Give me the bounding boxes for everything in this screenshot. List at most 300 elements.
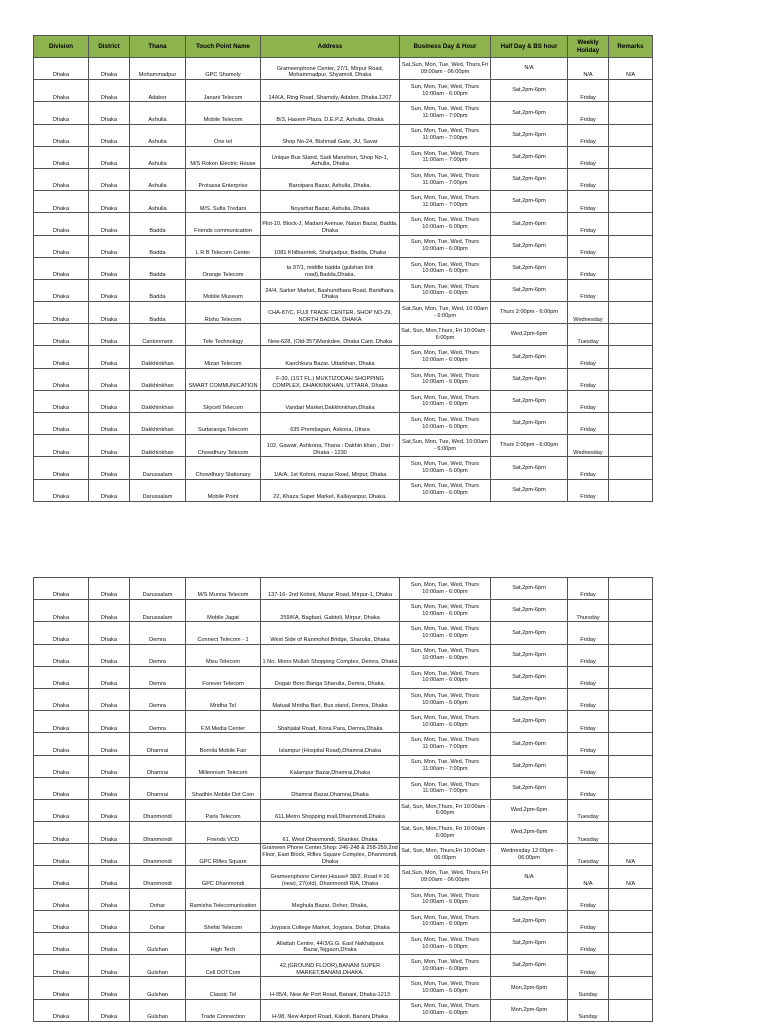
- cell-address: Dogair Boro Banga Sharulia, Demra, Dhaka.: [261, 666, 400, 688]
- cell-thana: Badda: [130, 235, 186, 257]
- cell-division: Dhaka: [34, 999, 89, 1021]
- cell-half-day-bs-hour: Wed,2pm-6pm: [491, 822, 568, 844]
- cell-remarks: [609, 213, 653, 235]
- cell-division: Dhaka: [34, 191, 89, 213]
- cell-thana: Dhanmondi: [130, 799, 186, 821]
- cell-division: Dhaka: [34, 777, 89, 799]
- cell-half-day-bs-hour: Sat,2pm-6pm: [491, 368, 568, 390]
- cell-half-day-bs-hour: Sat,2pm-6pm: [491, 279, 568, 301]
- cell-remarks: [609, 955, 653, 977]
- cell-business-day-hour: Sun, Mon, Tue, Wed, Thurs 10:00am - 6:00pm: [400, 457, 491, 479]
- cell-touch-point-name: Mizan Telecom: [186, 346, 261, 368]
- cell-touch-point-name: Misu Telecom: [186, 644, 261, 666]
- cell-district: Dhaka: [89, 146, 130, 168]
- cell-address: 137-16- 2nd Koloni, Mazar Road, Mirpur-1, Dhaka: [261, 578, 400, 600]
- cell-half-day-bs-hour: Wed,2pm-6pm: [491, 799, 568, 821]
- cell-district: Dhaka: [89, 390, 130, 412]
- cell-address: Kanchkura Bazar, Uttarkhan, Dhaka: [261, 346, 400, 368]
- cell-touch-point-name: Mobile Museum: [186, 279, 261, 301]
- cell-touch-point-name: Chowdhury Stationary: [186, 457, 261, 479]
- cell-address: Grameen Phone Center,Shop: 246-248 & 258-259,2nd Floor, East Block, Rifles Square Complex, Dhanmondi, Dhaka: [262, 845, 398, 865]
- cell-half-day-bs-hour: Sat,2pm-6pm: [491, 146, 568, 168]
- cell-touch-point-name: Mobile Point: [186, 479, 261, 501]
- cell-thana: Mohammadpur: [130, 58, 186, 80]
- touch-point-table-2: [33, 577, 653, 1022]
- cell-touch-point-name: Cell DOTCom: [186, 955, 261, 977]
- table-row: [34, 368, 653, 390]
- touch-point-table-1: [33, 35, 653, 502]
- cell-thana: Darussalam: [130, 457, 186, 479]
- cell-thana: Ashulia: [130, 102, 186, 124]
- cell-remarks: [609, 80, 653, 102]
- cell-remarks: [609, 191, 653, 213]
- cell-weekly-holiday: Friday: [568, 168, 609, 190]
- table-row: [34, 733, 653, 755]
- table-row: [34, 235, 653, 257]
- cell-thana: Adabor: [130, 80, 186, 102]
- cell-half-day-bs-hour: Sat,2pm-6pm: [491, 600, 568, 622]
- cell-half-day-bs-hour: Sat,2pm-6pm: [491, 910, 568, 932]
- cell-weekly-holiday: Friday: [568, 479, 609, 501]
- cell-remarks: [609, 799, 653, 821]
- cell-business-day-hour: Sat, Sun, Mon, Thurs,Fri 10:00am - 06:00pm: [400, 844, 491, 866]
- cell-division: Dhaka: [34, 346, 89, 368]
- cell-division: Dhaka: [34, 479, 89, 501]
- cell-division: Dhaka: [34, 888, 89, 910]
- table-row: [34, 999, 653, 1021]
- cell-weekly-holiday: Friday: [568, 146, 609, 168]
- table-row: [34, 688, 653, 710]
- table-row: [34, 755, 653, 777]
- cell-touch-point-name: M/S Munna Telecom: [186, 578, 261, 600]
- cell-thana: Ashulia: [130, 146, 186, 168]
- table-row: [34, 888, 653, 910]
- cell-half-day-bs-hour: Sat,2pm-6pm: [491, 102, 568, 124]
- cell-touch-point-name: L R B Telecom Center: [186, 235, 261, 257]
- table-row: [34, 279, 653, 301]
- cell-division: Dhaka: [34, 622, 89, 644]
- cell-half-day-bs-hour: Mon,2pm-6pm: [491, 999, 568, 1021]
- cell-half-day-bs-hour: Sat,2pm-6pm: [491, 124, 568, 146]
- cell-business-day-hour: Sat,Sun, Mon, Tue, Wed, Thurs,Fri 09:00am - 06:00pm: [400, 58, 491, 80]
- cell-half-day-bs-hour: Sat,2pm-6pm: [491, 235, 568, 257]
- cell-touch-point-name: Janani Telecom: [186, 80, 261, 102]
- table-row: [34, 58, 653, 80]
- cell-touch-point-name: Friends communication: [186, 213, 261, 235]
- cell-weekly-holiday: Friday: [568, 124, 609, 146]
- cell-district: Dhaka: [89, 346, 130, 368]
- cell-business-day-hour: Sun, Mon, Tue, Wed, Thurs 10:00am - 6:00pm: [400, 711, 491, 733]
- cell-half-day-bs-hour: Wednesday 12:00pm - 06:00pm: [491, 844, 568, 866]
- table-row: [34, 102, 653, 124]
- cell-business-day-hour: Sun, Mon, Tue, Wed, Thurs 10:00am - 6:00pm: [400, 600, 491, 622]
- table-row: [34, 644, 653, 666]
- cell-thana: Dakkhinkhan: [130, 435, 186, 457]
- cell-weekly-holiday: Tuesday: [568, 799, 609, 821]
- cell-weekly-holiday: Friday: [568, 191, 609, 213]
- cell-division: Dhaka: [34, 666, 89, 688]
- cell-touch-point-name: Ramisha Telecomunication: [186, 888, 261, 910]
- cell-remarks: [609, 933, 653, 955]
- cell-district: Dhaka: [89, 191, 130, 213]
- cell-remarks: N/A: [609, 58, 653, 80]
- cell-touch-point-name: Mobile Telecom: [186, 102, 261, 124]
- table-row: [34, 578, 653, 600]
- cell-business-day-hour: Sun, Mon, Tue, Wed, Thurs 11:00am - 7:00pm: [400, 733, 491, 755]
- cell-thana: Demra: [130, 622, 186, 644]
- cell-touch-point-name: Bornila Mobile Fair: [186, 733, 261, 755]
- cell-remarks: [609, 822, 653, 844]
- cell-division: Dhaka: [34, 755, 89, 777]
- cell-business-day-hour: Sun, Mon, Tue, Wed, Thurs 10:00am - 6:00pm: [400, 368, 491, 390]
- cell-business-day-hour: Sun, Mon, Tue, Wed, Thurs 10:00am - 6:00pm: [400, 622, 491, 644]
- cell-division: Dhaka: [34, 977, 89, 999]
- cell-business-day-hour: Sun, Mon, Tue, Wed, Thurs 11:00am - 7:00pm: [400, 168, 491, 190]
- cell-weekly-holiday: Friday: [568, 644, 609, 666]
- cell-business-day-hour: Sun, Mon, Tue, Wed, Thurs 11:00am - 7:00pm: [400, 755, 491, 777]
- cell-address: West Side of Ranmohol Bridge, Sharulia, Dhaka: [261, 622, 400, 644]
- col-address: Address: [261, 36, 400, 58]
- cell-address: Grameenphone Center,House# 38/2, Road # 16 (new), 27(old), Dhanmondi R/A, Dhaka: [261, 866, 400, 888]
- cell-division: Dhaka: [34, 644, 89, 666]
- cell-half-day-bs-hour: Mon,2pm-6pm: [491, 977, 568, 999]
- cell-remarks: [609, 146, 653, 168]
- cell-touch-point-name: SMART COMMUNICATION: [186, 368, 261, 390]
- cell-weekly-holiday: Friday: [568, 279, 609, 301]
- cell-half-day-bs-hour: Sat,2pm-6pm: [491, 755, 568, 777]
- cell-division: Dhaka: [34, 390, 89, 412]
- cell-address: Vandari Market,Dakkhinkhan,Dhaka: [261, 390, 400, 412]
- cell-half-day-bs-hour: Sat,2pm-6pm: [491, 390, 568, 412]
- cell-touch-point-name: Protassa Enterprise: [186, 168, 261, 190]
- table-row: [34, 844, 653, 866]
- cell-half-day-bs-hour: Sat,2pm-6pm: [491, 578, 568, 600]
- cell-thana: Ashulia: [130, 168, 186, 190]
- table-row: [34, 955, 653, 977]
- cell-weekly-holiday: Friday: [568, 666, 609, 688]
- cell-business-day-hour: Sat,Sun, Mon, Tue, Wed, 10:00am - 6:00pm: [400, 302, 491, 324]
- cell-business-day-hour: Sun, Mon, Tue, Wed, Thurs 10:00am - 6:00pm: [400, 235, 491, 257]
- cell-district: Dhaka: [89, 933, 130, 955]
- cell-remarks: [609, 910, 653, 932]
- cell-touch-point-name: Paris Telecom: [186, 799, 261, 821]
- cell-touch-point-name: One tel: [186, 124, 261, 146]
- cell-district: Dhaka: [89, 666, 130, 688]
- cell-address: CHA-87/C, FUJI TRADE CENTER, SHOP NO-29, NORTH BADDA, DHAKA: [261, 302, 400, 324]
- cell-touch-point-name: GPC Rifles Square: [186, 844, 261, 866]
- cell-address: Noyarhat Bazar, Ashulia, Dhaka: [261, 191, 400, 213]
- cell-thana: Gulshan: [130, 999, 186, 1021]
- cell-weekly-holiday: Tuesday: [568, 844, 609, 866]
- cell-division: Dhaka: [34, 324, 89, 346]
- cell-weekly-holiday: Tuesday: [568, 324, 609, 346]
- cell-remarks: [609, 479, 653, 501]
- cell-touch-point-name: Mobile Jagat: [186, 600, 261, 622]
- cell-touch-point-name: Millennium Telecom: [186, 755, 261, 777]
- cell-remarks: [609, 368, 653, 390]
- cell-business-day-hour: Sat, Sun, Mon,Thurs, Fri 10:00am - 6:00pm: [400, 822, 491, 844]
- cell-remarks: [609, 390, 653, 412]
- cell-thana: Dakkhinkhan: [130, 346, 186, 368]
- cell-weekly-holiday: Friday: [568, 733, 609, 755]
- cell-weekly-holiday: N/A: [568, 866, 609, 888]
- cell-business-day-hour: Sun, Mon, Tue, Wed, Thurs 10:00am - 6:00pm: [400, 666, 491, 688]
- col-weekly-holiday: Weekly Holiday: [568, 36, 609, 58]
- cell-business-day-hour: Sun, Mon, Tue, Wed, Thurs 10:00am - 6:00pm: [400, 688, 491, 710]
- cell-thana: Dhamrai: [130, 755, 186, 777]
- cell-remarks: [609, 666, 653, 688]
- cell-district: Dhaka: [89, 822, 130, 844]
- cell-weekly-holiday: Wednesday: [568, 435, 609, 457]
- cell-division: Dhaka: [34, 910, 89, 932]
- cell-remarks: [609, 711, 653, 733]
- cell-half-day-bs-hour: Sat,2pm-6pm: [491, 191, 568, 213]
- col-district: District: [89, 36, 130, 58]
- cell-district: Dhaka: [89, 622, 130, 644]
- cell-remarks: [609, 235, 653, 257]
- cell-thana: Dakkhinkhan: [130, 413, 186, 435]
- cell-weekly-holiday: Friday: [568, 888, 609, 910]
- cell-district: Dhaka: [89, 711, 130, 733]
- cell-business-day-hour: Sun, Mon, Tue, Wed, Thurs 11:00am - 7:00pm: [400, 102, 491, 124]
- table-row: [34, 822, 653, 844]
- cell-division: Dhaka: [34, 235, 89, 257]
- cell-weekly-holiday: Sunday: [568, 977, 609, 999]
- cell-district: Dhaka: [89, 910, 130, 932]
- cell-division: Dhaka: [34, 844, 89, 866]
- cell-weekly-holiday: Friday: [568, 257, 609, 279]
- cell-remarks: [609, 168, 653, 190]
- cell-division: Dhaka: [34, 413, 89, 435]
- cell-address: Shop No-24, Bishmail Gate, JU, Savar: [261, 124, 400, 146]
- cell-weekly-holiday: Friday: [568, 688, 609, 710]
- cell-address: Islampur (Hospital Road),Dhamrai,Dhaka: [261, 733, 400, 755]
- table-row: [34, 622, 653, 644]
- cell-district: Dhaka: [89, 324, 130, 346]
- cell-weekly-holiday: Friday: [568, 346, 609, 368]
- cell-district: Dhaka: [89, 457, 130, 479]
- cell-business-day-hour: Sun, Mon, Tue, Wed, Thurs 10:00am - 6:00pm: [400, 888, 491, 910]
- cell-division: Dhaka: [34, 58, 89, 80]
- cell-business-day-hour: Sun, Mon, Tue, Wed, Thurs 10:00am - 6:00pm: [400, 977, 491, 999]
- cell-address: Unique Bus Stand, Sadi Manshion, Shop No-1, Ashulia, Dhaka: [261, 146, 400, 168]
- cell-division: Dhaka: [34, 102, 89, 124]
- col-remarks: Remarks: [609, 36, 653, 58]
- cell-weekly-holiday: Friday: [568, 235, 609, 257]
- cell-district: Dhaka: [89, 168, 130, 190]
- cell-division: Dhaka: [34, 368, 89, 390]
- table-row: [34, 324, 653, 346]
- cell-touch-point-name: M/S. Sufia Tredars: [186, 191, 261, 213]
- col-half-day-bs-hour: Half Day & BS hour: [491, 36, 568, 58]
- cell-thana: Gulshan: [130, 933, 186, 955]
- cell-address: 61, West Dhanmondi, Shanker, Dhaka: [261, 822, 400, 844]
- table-row: [34, 866, 653, 888]
- table-row: [34, 146, 653, 168]
- cell-address: Shahjalal Road, Kona Para, Demra,Dhaka: [261, 711, 400, 733]
- table-row: [34, 390, 653, 412]
- cell-remarks: [609, 124, 653, 146]
- cell-district: Dhaka: [89, 999, 130, 1021]
- cell-business-day-hour: Sun, Mon, Tue, Wed, Thurs 10:00am - 6:00pm: [400, 479, 491, 501]
- cell-thana: Badda: [130, 279, 186, 301]
- cell-district: Dhaka: [89, 58, 130, 80]
- cell-division: Dhaka: [34, 457, 89, 479]
- cell-thana: Ashulia: [130, 124, 186, 146]
- cell-weekly-holiday: Friday: [568, 413, 609, 435]
- cell-remarks: [609, 777, 653, 799]
- table-row: [34, 457, 653, 479]
- cell-thana: Darussalam: [130, 600, 186, 622]
- cell-weekly-holiday: Friday: [568, 933, 609, 955]
- cell-weekly-holiday: Friday: [568, 213, 609, 235]
- cell-half-day-bs-hour: N/A: [491, 58, 568, 80]
- cell-thana: Dhamrai: [130, 733, 186, 755]
- cell-district: Dhaka: [89, 733, 130, 755]
- cell-weekly-holiday: Friday: [568, 80, 609, 102]
- table-row: [34, 435, 653, 457]
- cell-half-day-bs-hour: Sat,2pm-6pm: [491, 933, 568, 955]
- cell-touch-point-name: Classic Tel: [186, 977, 261, 999]
- cell-half-day-bs-hour: Sat,2pm-6pm: [491, 688, 568, 710]
- cell-division: Dhaka: [34, 955, 89, 977]
- cell-remarks: [609, 688, 653, 710]
- cell-business-day-hour: Sat,Sun, Mon, Tue, Wed, Thurs,Fri 09:00am - 06:00pm: [400, 866, 491, 888]
- cell-remarks: [609, 324, 653, 346]
- cell-half-day-bs-hour: Sat,2pm-6pm: [491, 777, 568, 799]
- cell-touch-point-name: Rishu Telecom: [186, 302, 261, 324]
- cell-district: Dhaka: [89, 124, 130, 146]
- table-row: [34, 799, 653, 821]
- cell-remarks: [609, 578, 653, 600]
- cell-address: H-98, New Airport Road, Kakoli, Banani,Dhaka: [261, 999, 400, 1021]
- col-thana: Thana: [130, 36, 186, 58]
- cell-remarks: [609, 435, 653, 457]
- cell-remarks: [609, 755, 653, 777]
- cell-thana: Dakkhinkhan: [130, 390, 186, 412]
- cell-weekly-holiday: Tuesday: [568, 822, 609, 844]
- cell-weekly-holiday: Wednesday: [568, 302, 609, 324]
- cell-touch-point-name: M/S Rokon Electric House: [186, 146, 261, 168]
- cell-remarks: [609, 622, 653, 644]
- cell-address: 259/KA, Bagbari, Gabtoli, Mirpur, Dhaka: [261, 600, 400, 622]
- cell-district: Dhaka: [89, 368, 130, 390]
- cell-thana: Badda: [130, 257, 186, 279]
- table-row: [34, 257, 653, 279]
- table-row: [34, 168, 653, 190]
- cell-weekly-holiday: Friday: [568, 622, 609, 644]
- cell-address: 1/A/A, 1st Koloni, mazar Road, Mirpur, Dhaka: [261, 457, 400, 479]
- cell-business-day-hour: Sun, Mon, Tue, Wed, Thurs 10:00am - 6:00pm: [400, 578, 491, 600]
- cell-business-day-hour: Sun, Mon, Tue, Wed, Thurs 10:00am - 6:00pm: [400, 644, 491, 666]
- cell-address: 14/KA, Ring Road, Shamoly, Adabor, Dhaka.1207: [261, 80, 400, 102]
- cell-thana: Dakkhinkhan: [130, 368, 186, 390]
- cell-thana: Demra: [130, 666, 186, 688]
- cell-district: Dhaka: [89, 578, 130, 600]
- cell-half-day-bs-hour: Sat,2pm-6pm: [491, 168, 568, 190]
- cell-business-day-hour: Sat, Sun, Mon,Thurs, Fri 10:00am - 6:00pm: [400, 324, 491, 346]
- cell-thana: Dhanmondi: [130, 866, 186, 888]
- cell-touch-point-name: High Tech: [186, 933, 261, 955]
- cell-remarks: [609, 977, 653, 999]
- cell-half-day-bs-hour: Sat,2pm-6pm: [491, 80, 568, 102]
- table-row: [34, 777, 653, 799]
- cell-half-day-bs-hour: Thurs 2:00pm - 6:00pm: [491, 302, 568, 324]
- cell-division: Dhaka: [34, 578, 89, 600]
- cell-business-day-hour: Sun, Mon, Tue, Wed, Thurs 10:00am - 6:00pm: [400, 257, 491, 279]
- cell-business-day-hour: Sun, Mon, Tue, Wed, Thurs 11:00am - 7:00pm: [400, 777, 491, 799]
- cell-touch-point-name: Trade Connection: [186, 999, 261, 1021]
- cell-thana: Dohar: [130, 910, 186, 932]
- cell-touch-point-name: Surtaranga Telecom: [186, 413, 261, 435]
- cell-district: Dhaka: [89, 644, 130, 666]
- cell-touch-point-name: Tele Technology: [186, 324, 261, 346]
- cell-thana: Darussalam: [130, 578, 186, 600]
- cell-address: F-30, (1ST FL.) MUKTIZODAH SHOPPING COMPLEX, DHAKKINKHAN, UTTARA, Dhaka: [261, 368, 400, 390]
- cell-division: Dhaka: [34, 302, 89, 324]
- cell-touch-point-name: Shefat Telecom: [186, 910, 261, 932]
- cell-address: Dhamrai Bazar,Dhamrai,Dhaka: [261, 777, 400, 799]
- cell-thana: Dhamrai: [130, 777, 186, 799]
- table-row: [34, 666, 653, 688]
- cell-address: 611,Metro Shopping mall,Dhanmondi,Dhaka: [261, 799, 400, 821]
- cell-touch-point-name: Skycell Telecom: [186, 390, 261, 412]
- header-row: [34, 36, 653, 58]
- cell-district: Dhaka: [89, 755, 130, 777]
- cell-business-day-hour: Sat,Sun, Mon, Tue, Wed, 10:00am - 6:00pm: [400, 435, 491, 457]
- cell-district: Dhaka: [89, 799, 130, 821]
- cell-touch-point-name: GPC Dhanmondi: [186, 866, 261, 888]
- cell-address: Allattah Centre, 44/3/G.G. East Nakhalpara Bazar,Tejgaon,Dhaka: [261, 933, 400, 955]
- table-row: [34, 479, 653, 501]
- cell-business-day-hour: Sun, Mon, Tue, Wed, Thurs 10:00am - 6:00pm: [400, 279, 491, 301]
- cell-half-day-bs-hour: N/A: [491, 866, 568, 888]
- cell-remarks: [609, 279, 653, 301]
- cell-district: Dhaka: [89, 213, 130, 235]
- cell-weekly-holiday: Friday: [568, 711, 609, 733]
- cell-division: Dhaka: [34, 600, 89, 622]
- cell-district: Dhaka: [89, 279, 130, 301]
- cell-district: Dhaka: [89, 888, 130, 910]
- cell-thana: Cantonment: [130, 324, 186, 346]
- cell-thana: Darussalam: [130, 479, 186, 501]
- cell-business-day-hour: Sun, Mon, Tue, Wed, Thurs 11:00am - 7:00pm: [400, 191, 491, 213]
- cell-thana: Demra: [130, 711, 186, 733]
- cell-address: Meghula Bazar, Doher, Dhaka,: [261, 888, 400, 910]
- cell-remarks: [609, 302, 653, 324]
- cell-division: Dhaka: [34, 799, 89, 821]
- cell-address: Plot-10, Block-J, Madani Avenue, Natun Bazar, Badda, Dhaka: [261, 213, 400, 235]
- cell-address: H-95/4, New Air Port Road, Banani, Dhaka-1213: [261, 977, 400, 999]
- cell-business-day-hour: Sat, Sun, Mon,Thurs, Fri 10:00am - 6:00pm: [400, 799, 491, 821]
- cell-touch-point-name: F.M.Media Center: [186, 711, 261, 733]
- cell-thana: Demra: [130, 688, 186, 710]
- cell-address: 24/4, Sarker Market, Bashundhara Road, Baridhara, Dhaka: [261, 279, 400, 301]
- cell-half-day-bs-hour: Sat,2pm-6pm: [491, 346, 568, 368]
- table-row: [34, 933, 653, 955]
- cell-address: New-628, (Old-357)Mankdee, Dhaka Cant. Dhaka: [261, 324, 400, 346]
- cell-touch-point-name: GPC Shamoly: [186, 58, 261, 80]
- cell-weekly-holiday: Friday: [568, 955, 609, 977]
- cell-half-day-bs-hour: Thurs 2:00pm - 6:00pm: [491, 435, 568, 457]
- cell-half-day-bs-hour: Sat,2pm-6pm: [491, 666, 568, 688]
- table-row: [34, 346, 653, 368]
- cell-district: Dhaka: [89, 479, 130, 501]
- cell-remarks: [609, 346, 653, 368]
- cell-district: Dhaka: [89, 80, 130, 102]
- cell-thana: Gulshan: [130, 977, 186, 999]
- cell-address: 1081 Khilbarirtek, Shahjadpur, Badda, Dhaka: [261, 235, 400, 257]
